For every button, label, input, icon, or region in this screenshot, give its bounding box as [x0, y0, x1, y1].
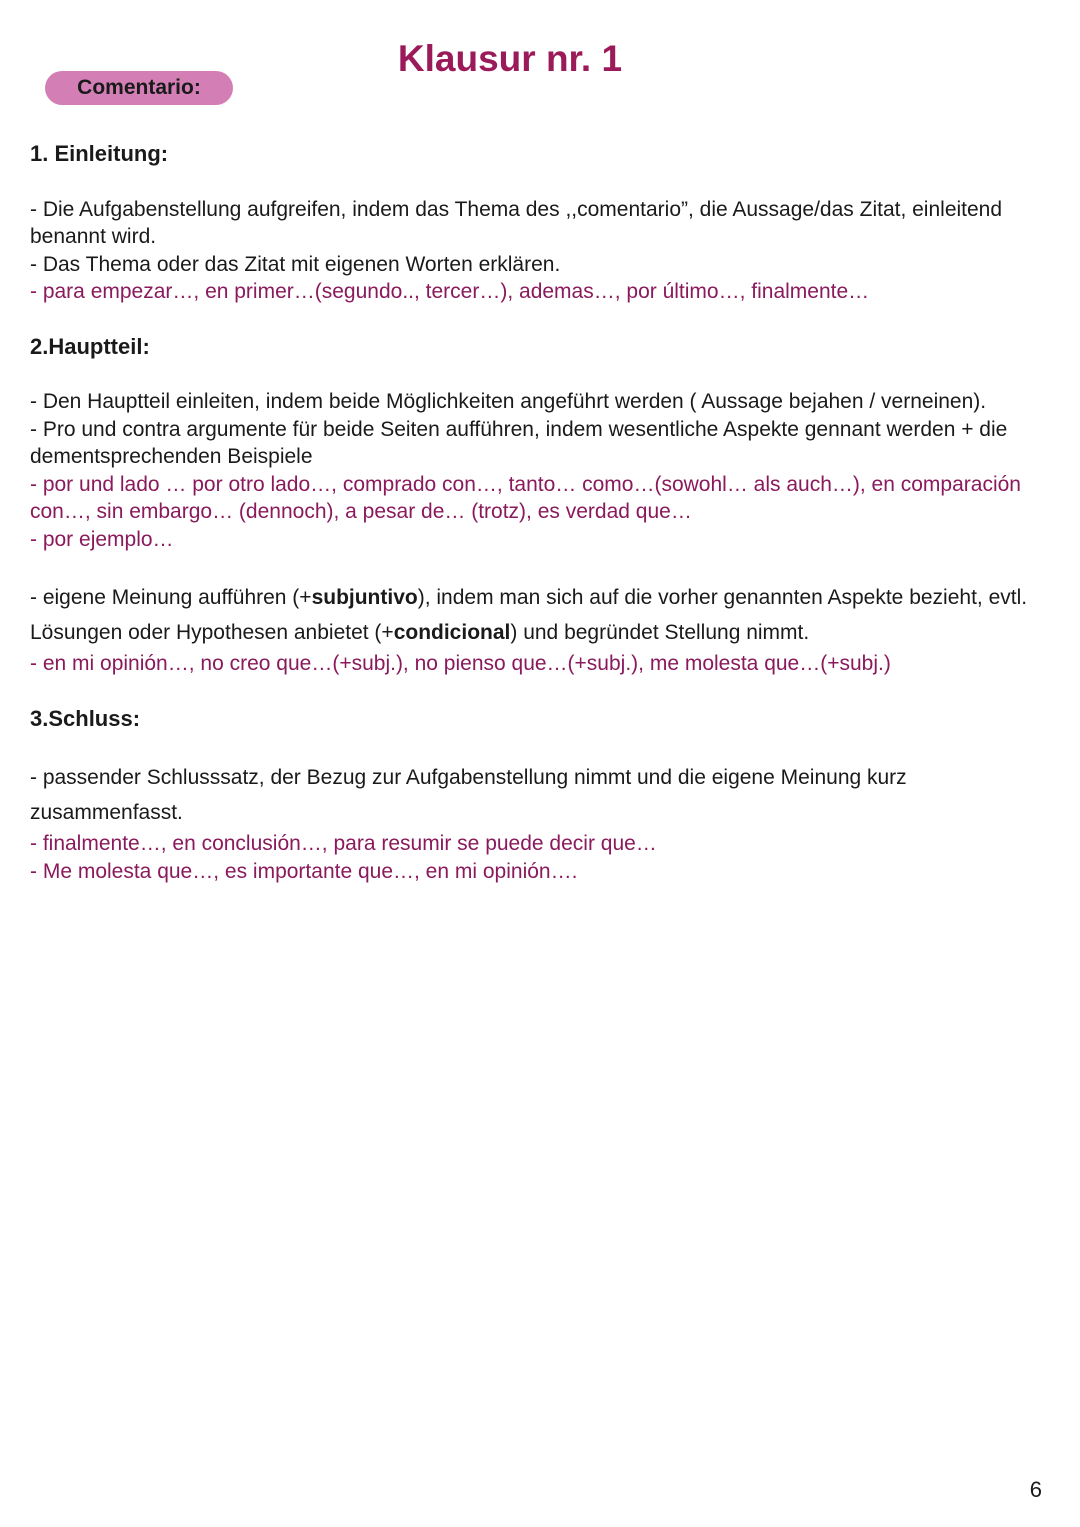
heading-einleitung: 1. Einleitung:	[30, 141, 169, 166]
section-badge: Comentario:	[45, 71, 233, 105]
hauptteil-point-2: - Pro und contra argumente für beide Seiten aufführen, indem wesentliche Aspekte gennant werden + die dementsprechenden Beispiele	[30, 417, 1008, 468]
einleitung-point-2: - Das Thema oder das Zitat mit eigenen Worten erklären.	[30, 252, 561, 276]
hauptteil-example-phrase: - por ejemplo…	[30, 527, 174, 551]
meinung-phrases: - en mi opinión…, no creo que…(+subj.), no pienso que…(+subj.), me molesta que…(+subj.)	[30, 652, 891, 675]
schluss-phrases-1: - finalmente…, en conclusión…, para resumir se puede decir que…	[30, 832, 657, 855]
document-body	[30, 140, 1040, 885]
page-title: Klausur nr. 1	[397, 38, 623, 79]
subjuntivo-keyword: subjuntivo	[311, 586, 418, 609]
page-number: 6	[1029, 1477, 1042, 1502]
meinung-text-1: - eigene Meinung aufführen (+	[30, 586, 312, 609]
meinung-text-2: ), indem man sich auf die vorher genannten Aspekte bezieht, evtl. Lösungen oder Hypothesen anbietet (+	[30, 586, 1028, 644]
heading-hauptteil: 2.Hauptteil:	[30, 333, 150, 359]
hauptteil-phrases: - por und lado … por otro lado…, comprado con…, tanto… como…(sowohl… als auch…), en comparación con…, sin embargo… (dennoch), a pesar de… (trotz), es verdad que…	[30, 472, 1021, 523]
schluss-phrases-2: - Me molesta que…, es importante que…, en mi opinión….	[30, 859, 578, 883]
einleitung-phrases: - para empezar…, en primer…(segundo.., tercer…), ademas…, por último…, finalmente…	[30, 280, 870, 303]
condicional-keyword: condicional	[393, 621, 511, 644]
hauptteil-point-3	[30, 580, 1040, 650]
heading-schluss: 3.Schluss:	[30, 705, 141, 731]
hauptteil-point-1: - Den Hauptteil einleiten, indem beide Möglichkeiten angeführt werden ( Aussage bejahen / verneinen).	[30, 390, 987, 413]
meinung-text-3: ) und begründet Stellung nimmt.	[510, 621, 810, 644]
einleitung-point-1: - Die Aufgabenstellung aufgreifen, indem das Thema des ,,comentario”, die Aussage/das Zitat, einleitend benannt wird.	[30, 197, 1003, 248]
schluss-point-1: - passender Schlusssatz, der Bezug zur Aufgabenstellung nimmt und die eigene Meinung kurz zusammenfasst.	[30, 766, 907, 824]
